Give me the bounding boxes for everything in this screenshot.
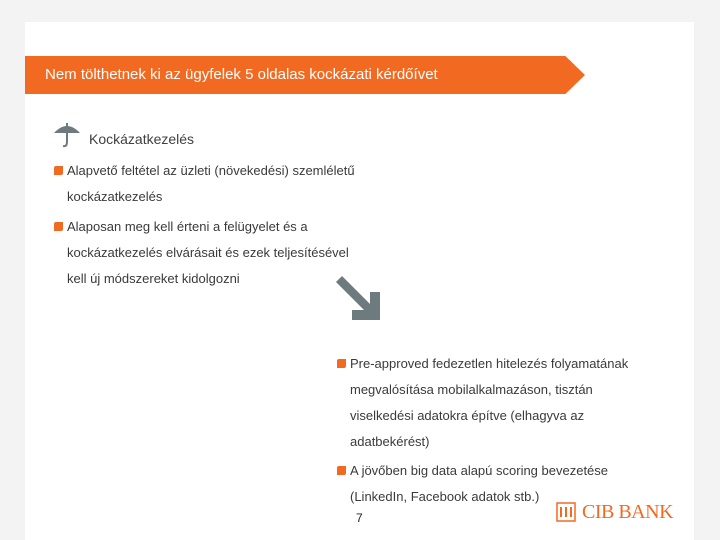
bullet-marker bbox=[337, 466, 346, 475]
bullet-line bbox=[67, 214, 349, 240]
bullet-text: Pre-approved fedezetlen hitelezés folyamatának bbox=[350, 356, 629, 371]
cib-bank-logo bbox=[556, 497, 696, 527]
bullet-text: Alaposan meg kell érteni a felügyelet és a bbox=[67, 219, 308, 234]
bullet-marker bbox=[54, 222, 63, 231]
bullet-line bbox=[67, 158, 355, 184]
bullet-text: viselkedési adatokra építve (elhagyva az bbox=[350, 408, 585, 423]
bullet-marker bbox=[337, 359, 346, 368]
bullet-line bbox=[350, 458, 608, 484]
bullet-item bbox=[350, 351, 628, 455]
section-title: Kockázatkezelés bbox=[89, 131, 195, 147]
bank-building-icon bbox=[556, 502, 576, 522]
slide-title: Nem tölthetnek ki az ügyfelek 5 oldalas kockázati kérdőívet bbox=[45, 66, 438, 83]
bullet-text: (LinkedIn, Facebook adatok stb.) bbox=[350, 489, 540, 504]
bullet-text: Alapvető feltétel az üzleti (növekedési) szemléletű bbox=[67, 163, 355, 178]
arrow-down-right-icon bbox=[330, 274, 382, 322]
bullet-item bbox=[67, 158, 355, 210]
bullet-text: megvalósítása mobilalkalmazáson, tisztán bbox=[350, 382, 593, 397]
bullet-marker bbox=[54, 166, 63, 175]
bullet-item bbox=[67, 214, 349, 292]
bullet-text: kockázatkezelés elvárásait és ezek teljesítésével bbox=[67, 245, 349, 260]
bullet-text: A jövőben big data alapú scoring bevezetése bbox=[350, 463, 609, 478]
bullet-line bbox=[350, 351, 628, 377]
bullet-text: kell új módszereket kidolgozni bbox=[67, 271, 240, 286]
logo-text: CIB BANK bbox=[582, 500, 674, 523]
umbrella-icon bbox=[53, 120, 81, 148]
bullet-text: kockázatkezelés bbox=[67, 189, 163, 204]
page-number: 7 bbox=[356, 511, 363, 525]
bullet-text: adatbekérést) bbox=[350, 434, 430, 449]
